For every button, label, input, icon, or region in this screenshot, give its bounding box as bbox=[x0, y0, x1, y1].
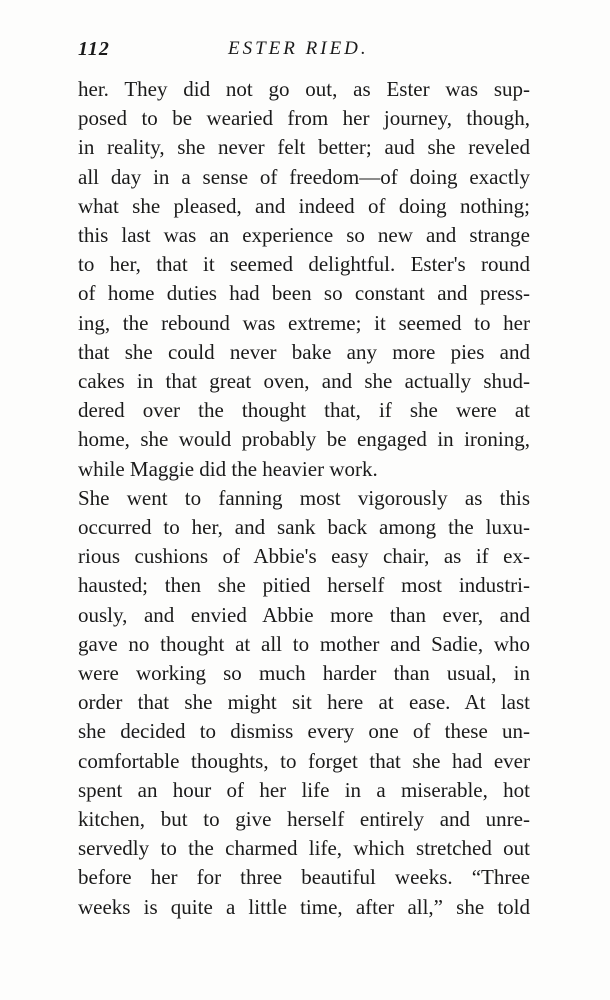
text-line: in reality, she never felt better; aud she reveled bbox=[78, 135, 530, 160]
text-line: were working so much harder than usual, in bbox=[78, 661, 530, 686]
text-line: occurred to her, and sank back among the luxu- bbox=[78, 515, 530, 540]
running-title: ESTER RIED. bbox=[228, 38, 369, 59]
text-line: rious cushions of Abbie's easy chair, as if ex- bbox=[78, 544, 530, 569]
text-line: order that she might sit here at ease. At last bbox=[78, 690, 530, 715]
text-line: while Maggie did the heavier work. bbox=[78, 456, 378, 481]
text-line: ously, and envied Abbie more than ever, and bbox=[78, 602, 530, 627]
body-text bbox=[78, 75, 530, 922]
text-line: She went to fanning most vigorously as this bbox=[78, 485, 530, 510]
text-line: servedly to the charmed life, which stretched out bbox=[78, 836, 530, 861]
text-line: dered over the thought that, if she were at bbox=[78, 398, 530, 423]
text-line: home, she would probably be engaged in ironing, bbox=[78, 427, 530, 452]
text-line: ing, the rebound was extreme; it seemed to her bbox=[78, 310, 530, 335]
text-line: spent an hour of her life in a miserable, hot bbox=[78, 777, 530, 802]
text-line: this last was an experience so new and strange bbox=[78, 223, 530, 248]
text-line: that she could never bake any more pies and bbox=[78, 339, 530, 364]
text-line: she decided to dismiss every one of these un- bbox=[78, 719, 530, 744]
text-line: what she pleased, and indeed of doing nothing; bbox=[78, 193, 530, 218]
text-line: all day in a sense of freedom—of doing exactly bbox=[78, 164, 530, 189]
text-line: cakes in that great oven, and she actually shud- bbox=[78, 369, 530, 394]
running-head bbox=[78, 38, 530, 66]
page-number: 112 bbox=[78, 38, 110, 60]
text-line: posed to be wearied from her journey, though, bbox=[78, 106, 530, 131]
text-line: hausted; then she pitied herself most industri- bbox=[78, 573, 530, 598]
text-line: of home duties had been so constant and press- bbox=[78, 281, 530, 306]
text-line: comfortable thoughts, to forget that she had ever bbox=[78, 748, 530, 773]
text-line: kitchen, but to give herself entirely and unre- bbox=[78, 807, 530, 832]
text-line: her. They did not go out, as Ester was sup- bbox=[78, 77, 530, 101]
text-line: weeks is quite a little time, after all,” she told bbox=[78, 894, 530, 919]
text-line: to her, that it seemed delightful. Ester's round bbox=[78, 252, 530, 277]
text-line: before her for three beautiful weeks. “Three bbox=[78, 865, 530, 890]
text-line: gave no thought at all to mother and Sadie, who bbox=[78, 631, 530, 656]
